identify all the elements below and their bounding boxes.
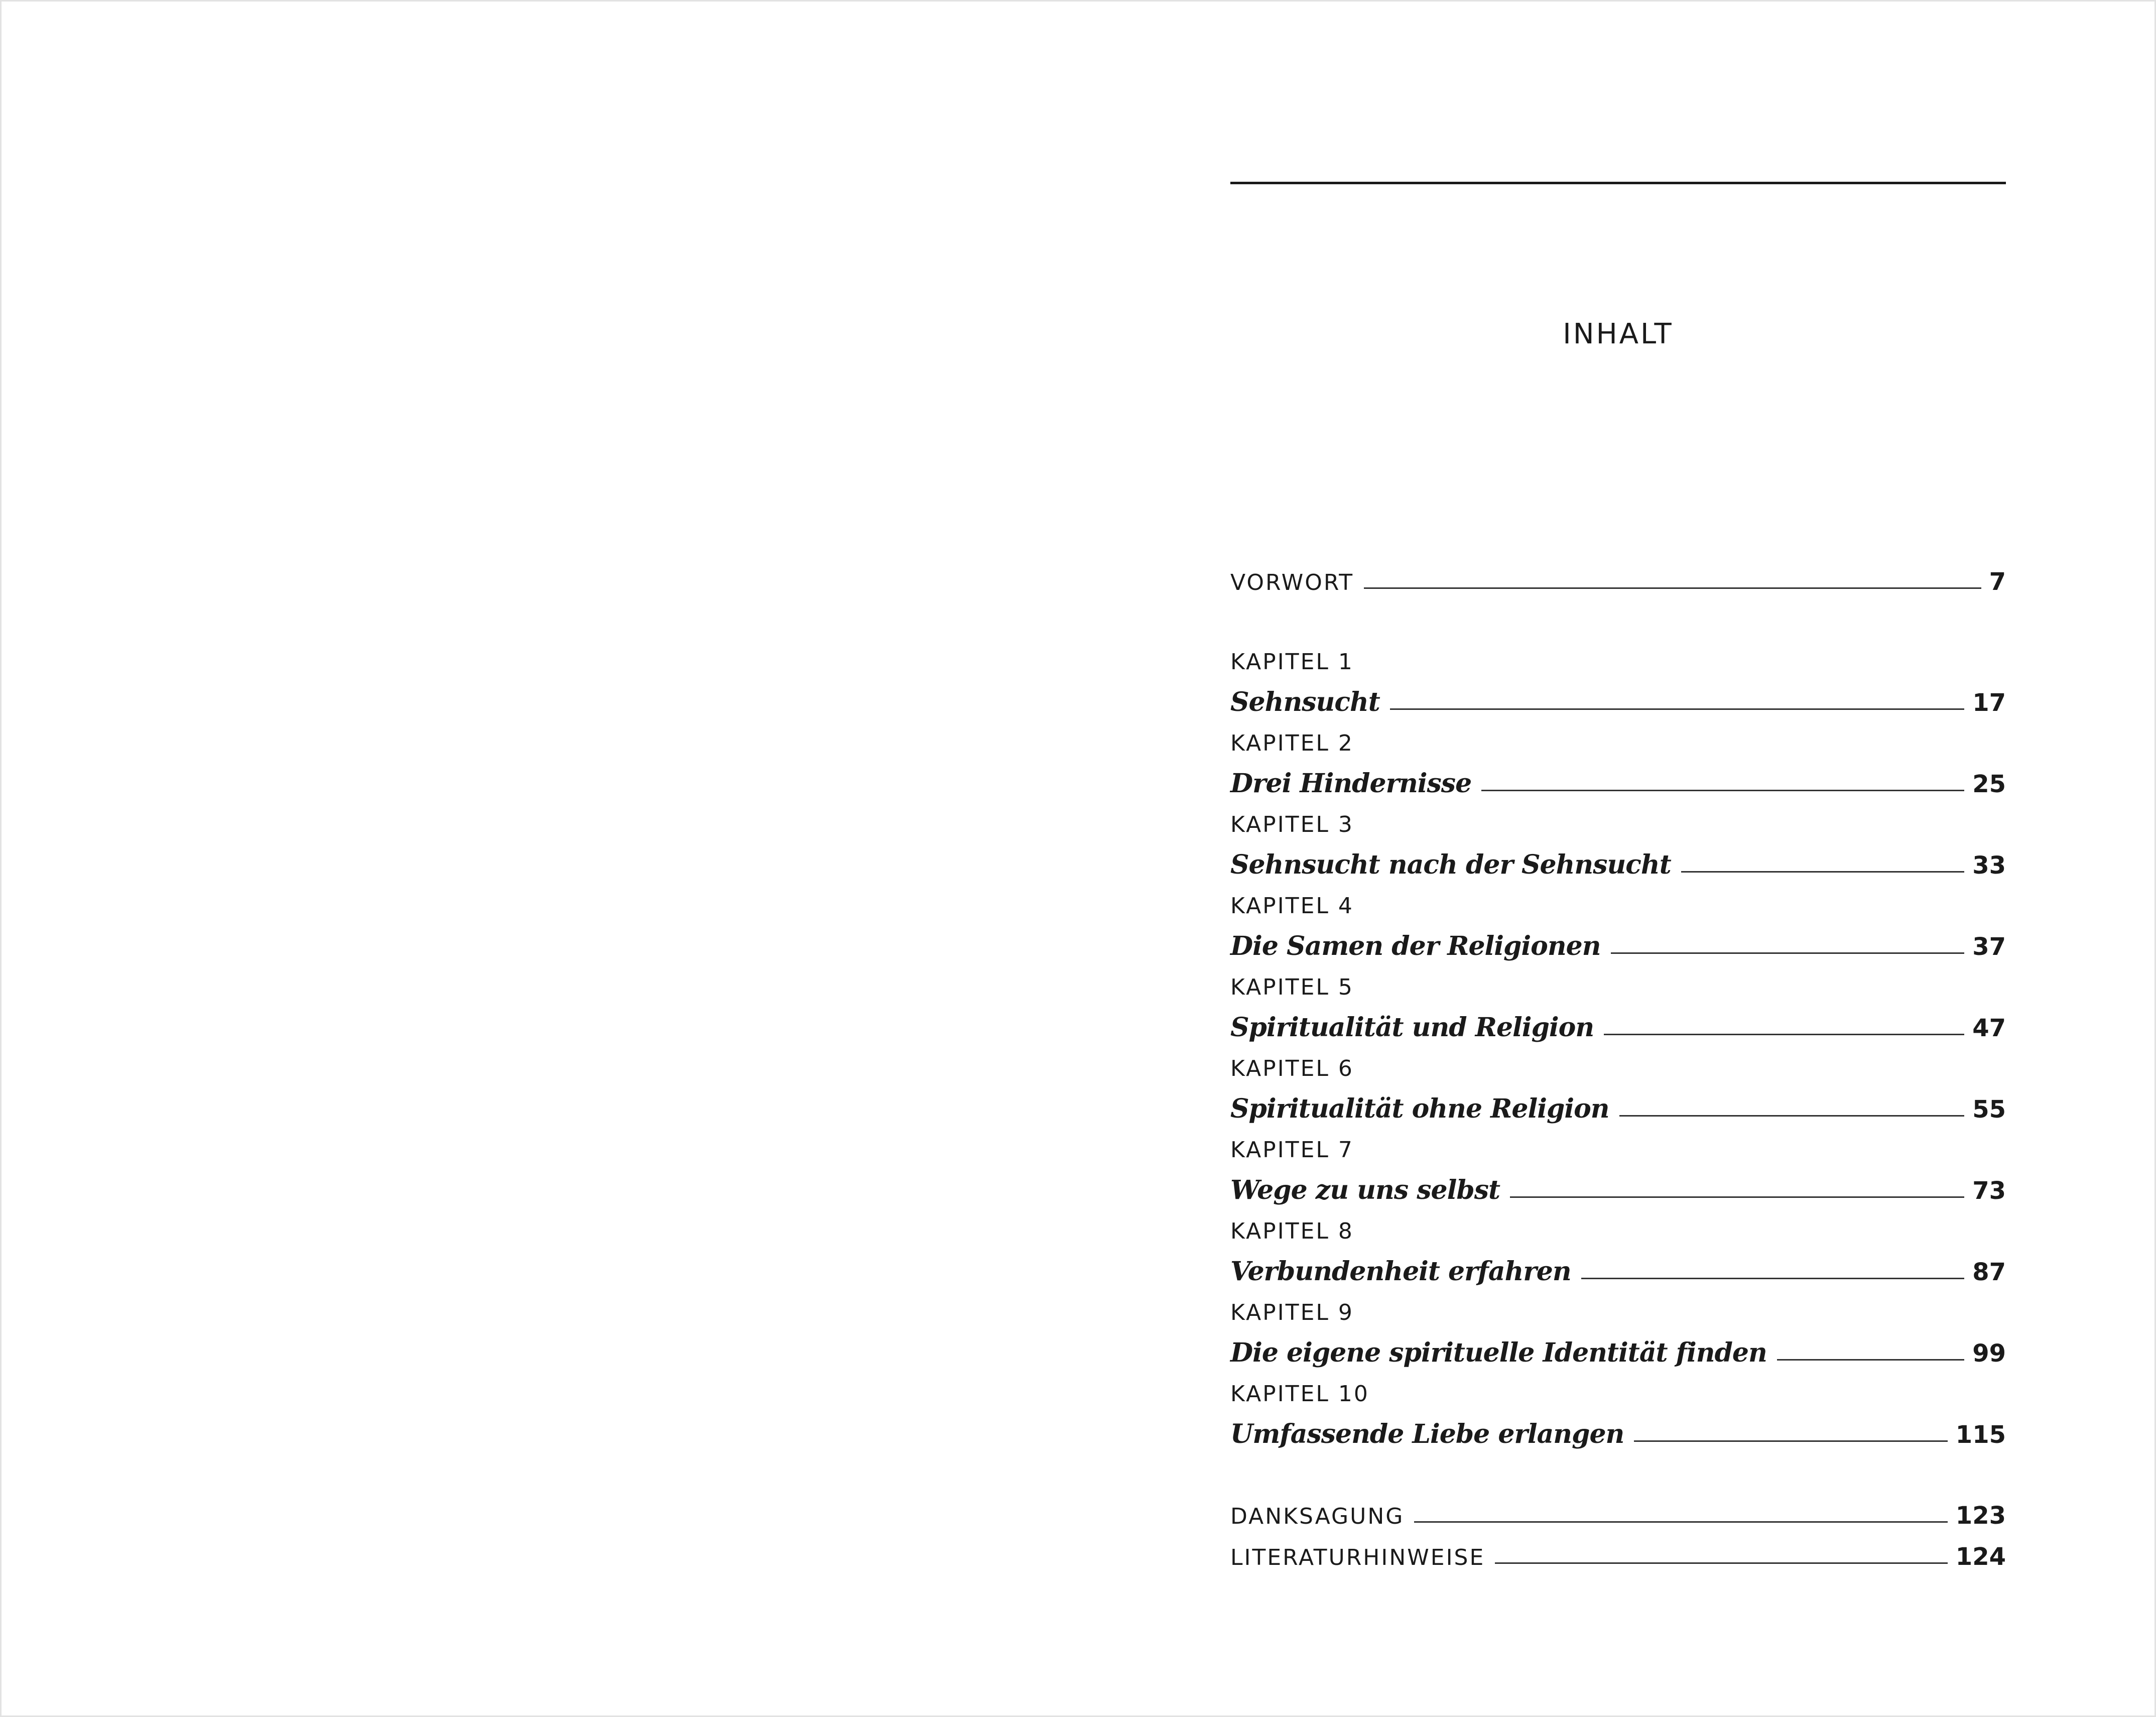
chapter-number: KAPITEL 10 [1230, 1381, 1369, 1407]
top-rule [1230, 182, 2006, 184]
toc-heading: INHALT [1563, 318, 1674, 350]
leader-line [1619, 1115, 1965, 1117]
toc-page-number: 73 [1972, 1177, 2006, 1205]
toc-page-number: 17 [1972, 689, 2006, 717]
toc-entry-literaturhinweise[interactable] [1230, 1543, 2006, 1571]
toc-page-number: 47 [1972, 1014, 2006, 1042]
chapter-title: Umfassende Liebe erlangen [1230, 1419, 1624, 1449]
right-page-contents [1230, 2, 2006, 1715]
toc-entry-chapter-9[interactable] [1230, 1337, 2006, 1368]
toc-entry-chapter-8[interactable] [1230, 1256, 2006, 1287]
toc-entry-chapter-5[interactable] [1230, 1012, 2006, 1043]
chapter-number: KAPITEL 5 [1230, 974, 1354, 1000]
chapter-title: Sehnsucht nach der Sehnsucht [1230, 849, 1671, 880]
toc-page-number: 37 [1972, 933, 2006, 961]
chapter-title: Die Samen der Religionen [1230, 931, 1601, 961]
leader-line [1390, 708, 1964, 710]
toc-entry-chapter-7[interactable] [1230, 1175, 2006, 1205]
toc-entry-chapter-6[interactable] [1230, 1093, 2006, 1124]
toc-page-number: 7 [1989, 568, 2006, 596]
leader-line [1611, 952, 1965, 954]
chapter-title: Drei Hindernisse [1230, 768, 1472, 799]
toc-entry-label: LITERATURHINWEISE [1230, 1545, 1485, 1570]
leader-line [1581, 1278, 1965, 1279]
toc-page-number: 123 [1955, 1502, 2006, 1530]
toc-page-number: 55 [1972, 1095, 2006, 1124]
leader-line [1681, 871, 1964, 873]
toc-entry-chapter-1[interactable] [1230, 687, 2006, 717]
chapter-number: KAPITEL 8 [1230, 1218, 1354, 1244]
toc-page-number: 124 [1955, 1543, 2006, 1571]
toc-entry-chapter-10[interactable] [1230, 1419, 2006, 1449]
chapter-title: Sehnsucht [1230, 687, 1380, 717]
chapter-number: KAPITEL 4 [1230, 893, 1354, 919]
toc-page-number: 99 [1972, 1339, 2006, 1368]
leader-line [1777, 1359, 1964, 1361]
toc-page-number: 33 [1972, 851, 2006, 880]
chapter-number: KAPITEL 7 [1230, 1137, 1354, 1163]
toc-entry-chapter-2[interactable] [1230, 768, 2006, 799]
toc-page-number: 87 [1972, 1258, 2006, 1286]
chapter-title: Wege zu uns selbst [1230, 1175, 1500, 1205]
chapter-title: Verbundenheit erfahren [1230, 1256, 1571, 1287]
toc-entry-danksagung[interactable] [1230, 1502, 2006, 1530]
chapter-number: KAPITEL 6 [1230, 1056, 1354, 1081]
chapter-title: Die eigene spirituelle Identität finden [1230, 1337, 1767, 1368]
chapter-title: Spiritualität ohne Religion [1230, 1093, 1609, 1124]
toc-entry-vorwort[interactable] [1230, 568, 2006, 596]
toc-entry-label: DANKSAGUNG [1230, 1504, 1405, 1529]
toc-page-number: 25 [1972, 770, 2006, 798]
chapter-number: KAPITEL 9 [1230, 1300, 1354, 1325]
leader-line [1604, 1034, 1964, 1035]
toc-entry-chapter-4[interactable] [1230, 931, 2006, 961]
leader-line [1481, 790, 1964, 791]
leader-line [1495, 1562, 1948, 1564]
leader-line [1510, 1196, 1964, 1198]
leader-line [1634, 1440, 1947, 1442]
toc-entry-chapter-3[interactable] [1230, 849, 2006, 880]
chapter-number: KAPITEL 3 [1230, 812, 1354, 837]
leader-line [1364, 587, 1981, 589]
chapter-title: Spiritualität und Religion [1230, 1012, 1594, 1043]
toc-entry-label: VORWORT [1230, 570, 1354, 595]
chapter-number: KAPITEL 2 [1230, 730, 1354, 756]
toc-page-number: 115 [1955, 1421, 2006, 1449]
leader-line [1414, 1521, 1947, 1523]
chapter-number: KAPITEL 1 [1230, 649, 1354, 675]
